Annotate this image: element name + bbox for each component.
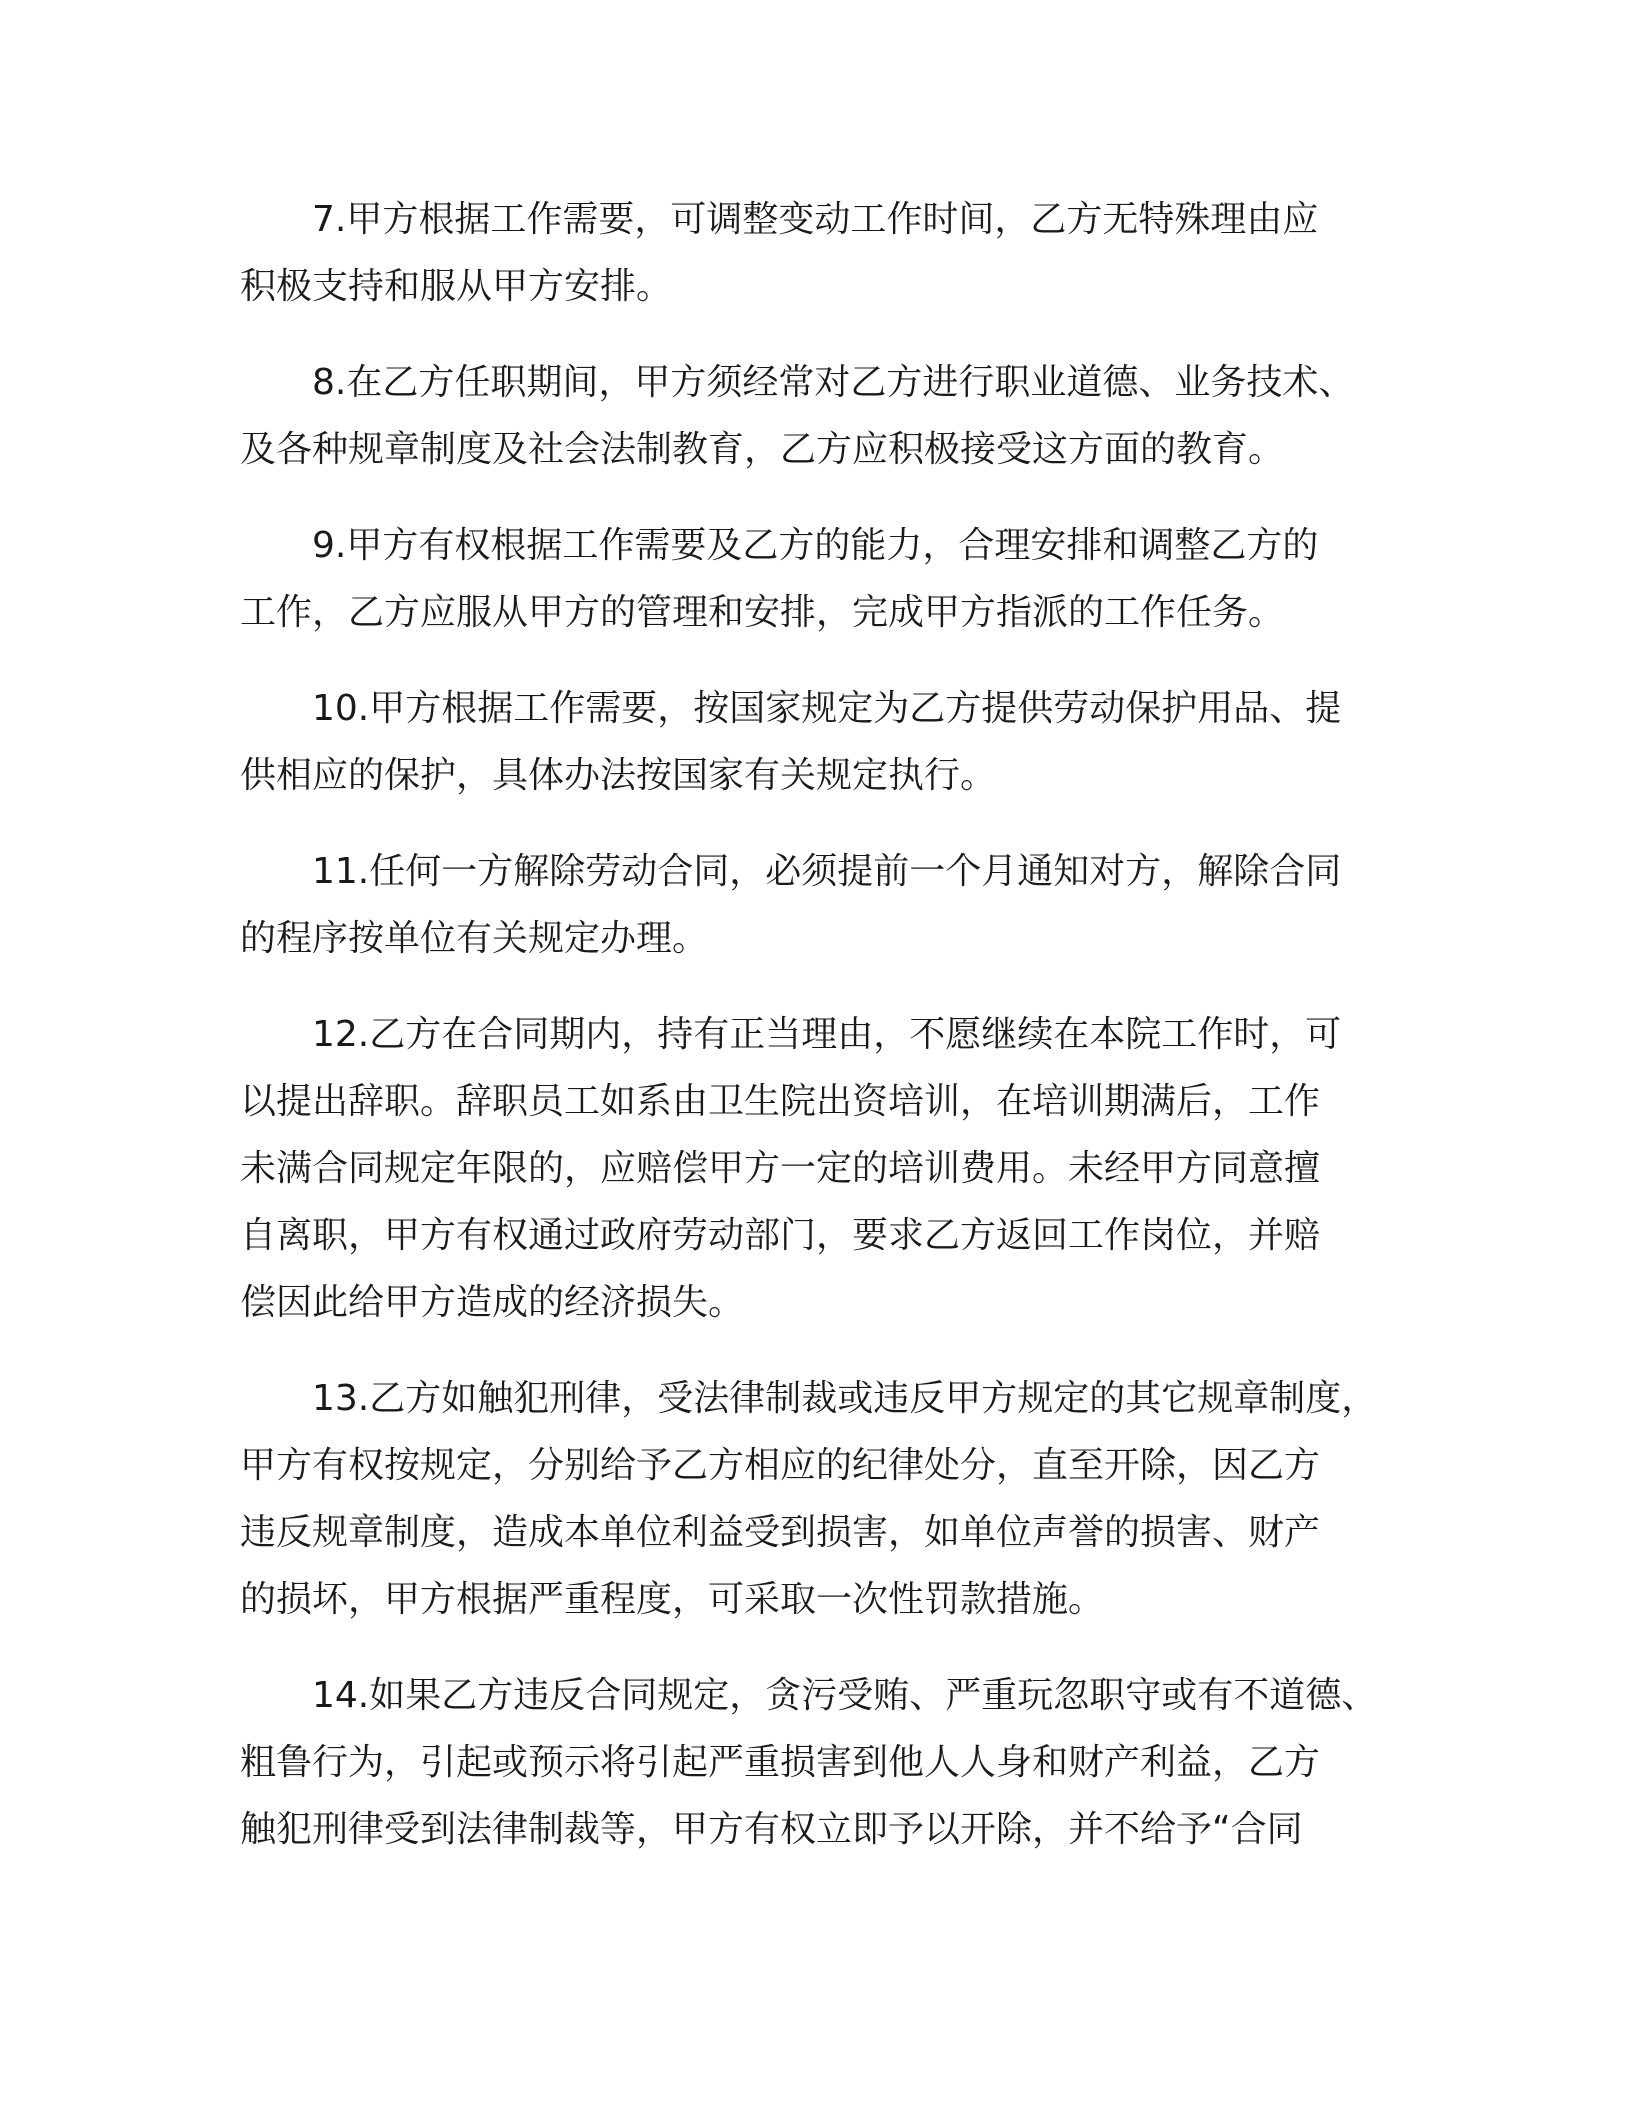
clause-12	[240, 1001, 1400, 1336]
clause-7	[240, 186, 1400, 320]
clause-line: 以提出辞职。辞职员工如系由卫生院出资培训，在培训期满后，工作	[240, 1081, 1321, 1122]
clause-line: 未满合同规定年限的，应赔偿甲方一定的培训费用。未经甲方同意擅	[240, 1148, 1321, 1189]
clause-line: 积极支持和服从甲方安排。	[240, 266, 673, 307]
clause-13	[240, 1365, 1400, 1633]
clause-line: 7.甲方根据工作需要，可调整变动工作时间，乙方无特殊理由应	[312, 199, 1319, 240]
clause-line: 8.在乙方任职期间，甲方须经常对乙方进行职业道德、业务技术、	[312, 362, 1355, 403]
clause-line: 11.任何一方解除劳动合同，必须提前一个月通知对方，解除合同	[312, 851, 1342, 892]
clause-11	[240, 838, 1400, 972]
clause-line: 13.乙方如触犯刑律，受法律制裁或违反甲方规定的其它规章制度，	[312, 1378, 1378, 1419]
clause-14	[240, 1662, 1400, 1863]
clause-line: 工作，乙方应服从甲方的管理和安排，完成甲方指派的工作任务。	[240, 592, 1285, 633]
clause-line: 触犯刑律受到法律制裁等，甲方有权立即予以开除，并不给予“合同	[240, 1809, 1303, 1850]
clause-line: 10.甲方根据工作需要，按国家规定为乙方提供劳动保护用品、提	[312, 688, 1342, 729]
clause-line: 及各种规章制度及社会法制教育，乙方应积极接受这方面的教育。	[240, 429, 1285, 470]
clause-line: 12.乙方在合同期内，持有正当理由，不愿继续在本院工作时，可	[312, 1014, 1342, 1055]
clause-line: 偿因此给甲方造成的经济损失。	[240, 1282, 745, 1323]
clause-8	[240, 349, 1400, 483]
clause-9	[240, 512, 1400, 646]
document-body	[240, 186, 1400, 1892]
clause-line: 自离职，甲方有权通过政府劳动部门，要求乙方返回工作岗位，并赔	[240, 1215, 1321, 1256]
clause-10	[240, 675, 1400, 809]
clause-line: 供相应的保护，具体办法按国家有关规定执行。	[240, 755, 997, 796]
clause-line: 粗鲁行为，引起或预示将引起严重损害到他人人身和财产利益，乙方	[240, 1742, 1321, 1783]
clause-line: 14.如果乙方违反合同规定，贪污受贿、严重玩忽职守或有不道德、	[312, 1675, 1378, 1716]
clause-line: 甲方有权按规定，分别给予乙方相应的纪律处分，直至开除，因乙方	[240, 1445, 1321, 1486]
clause-line: 违反规章制度，造成本单位利益受到损害，如单位声誉的损害、财产	[240, 1512, 1321, 1553]
clause-line: 的损坏，甲方根据严重程度，可采取一次性罚款措施。	[240, 1579, 1105, 1620]
clause-line: 的程序按单位有关规定办理。	[240, 918, 709, 959]
clause-line: 9.甲方有权根据工作需要及乙方的能力，合理安排和调整乙方的	[312, 525, 1319, 566]
